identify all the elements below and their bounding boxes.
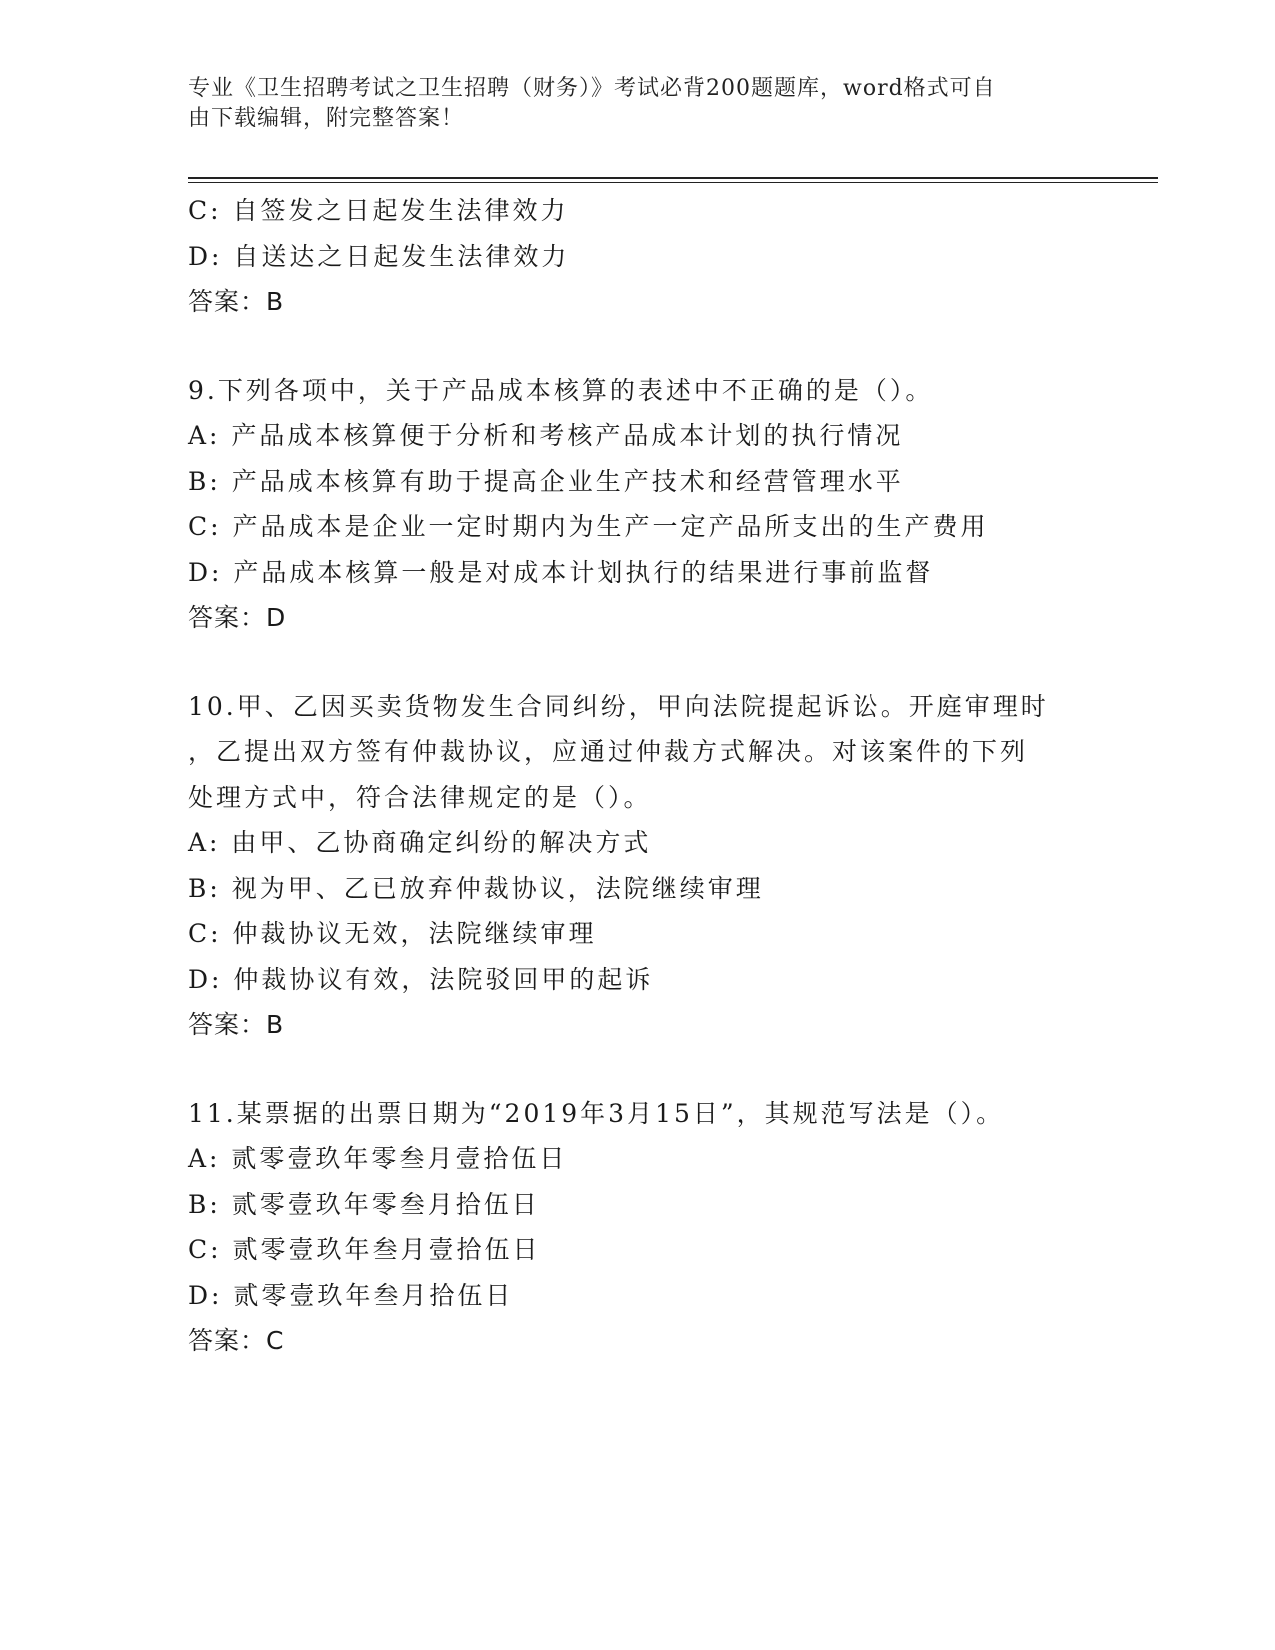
option-a: A: 贰零壹玖年零叁月壹拾伍日 bbox=[188, 1144, 568, 1173]
answer-line: 答案：B bbox=[188, 1010, 285, 1039]
question-stem-line-3: 处理方式中，符合法律规定的是（）。 bbox=[188, 782, 652, 812]
question-list bbox=[188, 188, 1148, 1364]
question-stem: 11.某票据的出票日期为“2019年3月15日”，其规范写法是（）。 bbox=[188, 1098, 1005, 1128]
option-d: D: 产品成本核算一般是对成本计划执行的结果进行事前监督 bbox=[188, 557, 934, 587]
document-header bbox=[188, 74, 1088, 134]
option-a: A: 产品成本核算便于分析和考核产品成本计划的执行情况 bbox=[188, 421, 904, 450]
question-10 bbox=[188, 684, 1148, 1048]
header-divider-thick bbox=[188, 177, 1158, 179]
option-b: B: 产品成本核算有助于提高企业生产技术和经营管理水平 bbox=[188, 466, 904, 496]
spacer bbox=[188, 641, 1148, 684]
option-c: C: 自签发之日起发生法律效力 bbox=[188, 196, 569, 225]
option-b: B: 贰零壹玖年零叁月拾伍日 bbox=[188, 1189, 540, 1219]
option-d: D: 自送达之日起发生法律效力 bbox=[188, 241, 570, 271]
question-9 bbox=[188, 368, 1148, 641]
option-d: D: 仲裁协议有效，法院驳回甲的起诉 bbox=[188, 964, 654, 994]
header-divider-thin bbox=[188, 182, 1158, 183]
option-d: D: 贰零壹玖年叁月拾伍日 bbox=[188, 1280, 514, 1310]
question-stem: 9.下列各项中，关于产品成本核算的表述中不正确的是（）。 bbox=[188, 375, 934, 405]
option-a: A: 由甲、乙协商确定纠纷的解决方式 bbox=[188, 828, 652, 857]
question-stem-line-2: ，乙提出双方签有仲裁协议，应通过仲裁方式解决。对该案件的下列 bbox=[188, 737, 1029, 766]
option-c: C: 贰零壹玖年叁月壹拾伍日 bbox=[188, 1235, 541, 1264]
option-b: B: 视为甲、乙已放弃仲裁协议，法院继续审理 bbox=[188, 873, 764, 903]
question-8-continued bbox=[188, 188, 1148, 325]
question-11 bbox=[188, 1091, 1148, 1364]
header-line-2: 由下载编辑，附完整答案！ bbox=[188, 106, 465, 131]
option-c: C: 仲裁协议无效，法院继续审理 bbox=[188, 919, 597, 948]
option-c: C: 产品成本是企业一定时期内为生产一定产品所支出的生产费用 bbox=[188, 512, 989, 541]
spacer bbox=[188, 325, 1148, 368]
answer-line: 答案：B bbox=[188, 287, 285, 316]
answer-line: 答案：D bbox=[188, 603, 287, 632]
question-stem-line-1: 10.甲、乙因买卖货物发生合同纠纷，甲向法院提起诉讼。开庭审理时 bbox=[188, 691, 1049, 721]
spacer bbox=[188, 1048, 1148, 1091]
answer-line: 答案：C bbox=[188, 1326, 285, 1355]
header-line-1: 专业《卫生招聘考试之卫生招聘（财务）》考试必背200题题库，word格式可自 bbox=[188, 76, 996, 101]
